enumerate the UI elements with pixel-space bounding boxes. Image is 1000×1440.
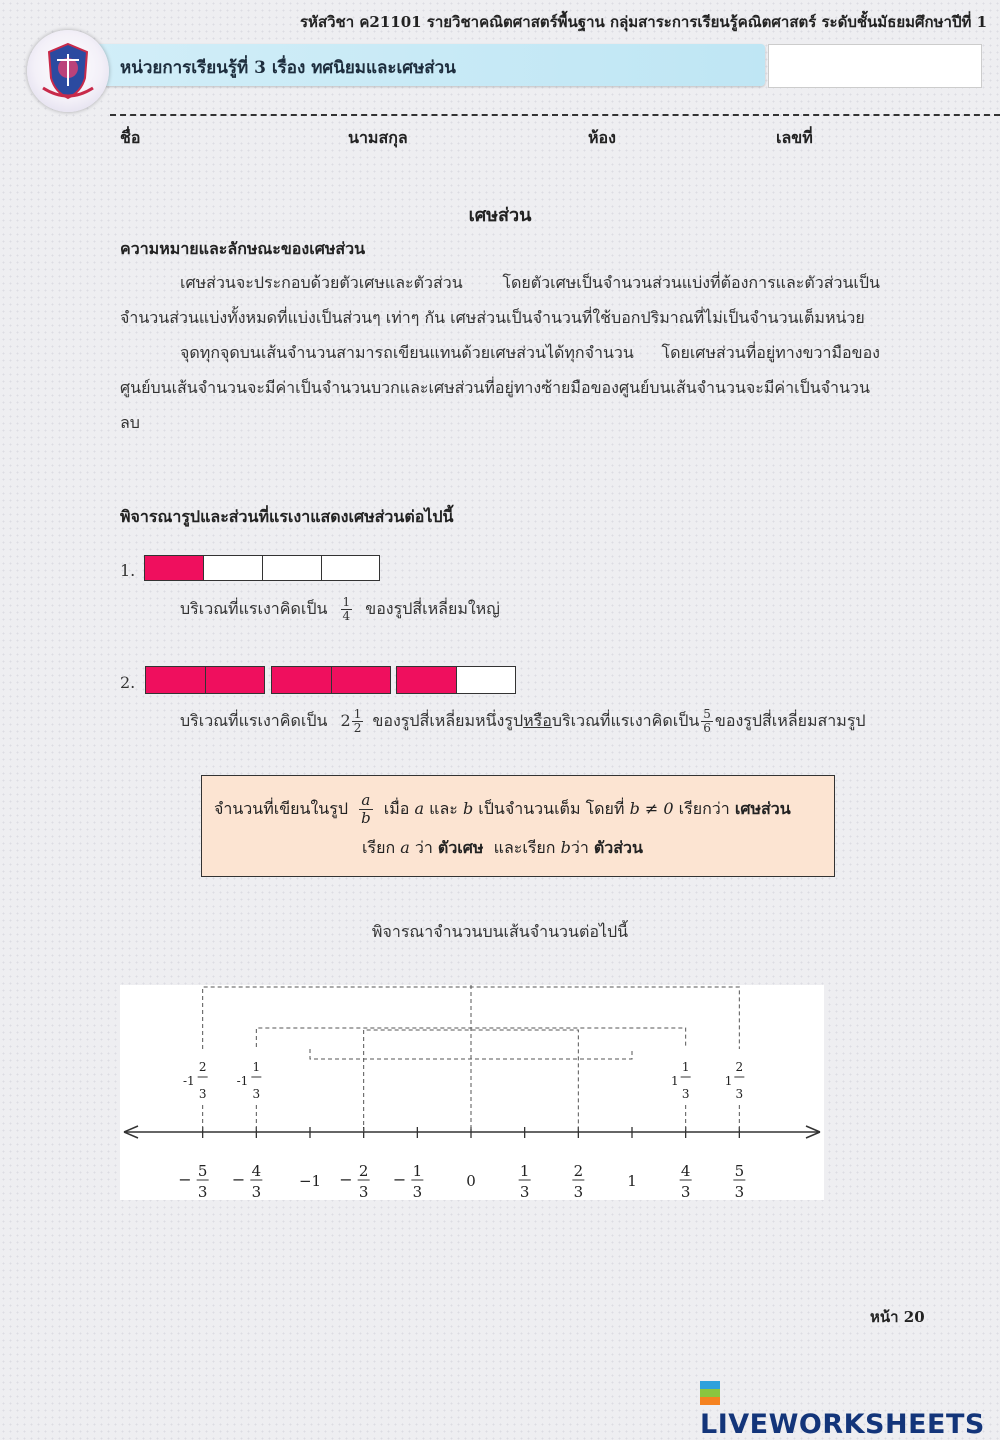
def-when: เมื่อ	[383, 799, 410, 818]
tick-label	[339, 1162, 369, 1200]
page-number: หน้า 20	[870, 1308, 925, 1326]
def-integers: เป็นจำนวนเต็ม โดยที่	[478, 799, 625, 818]
bar-cell-shaded	[144, 555, 204, 581]
bar-cell-shaded	[271, 666, 332, 694]
def-called: เรียกว่า	[678, 799, 730, 818]
minus-sign: −	[178, 1170, 192, 1189]
bar-cell	[321, 555, 380, 581]
bracket-line	[203, 987, 740, 1049]
bar-cell	[262, 555, 322, 581]
mixed-numerator: 2	[198, 1060, 207, 1074]
example-2-fraction-2	[701, 708, 713, 735]
tick-numerator: 4	[251, 1162, 262, 1180]
fraction-numerator: 1	[342, 595, 351, 609]
example-2-text-2: ของรูปสี่เหลี่ยมหนึ่งรูป	[372, 711, 524, 730]
example-2-bar-c	[396, 666, 516, 694]
def-and-call: และเรียก	[493, 838, 556, 857]
mixed-whole: -1	[182, 1074, 195, 1088]
page-title: เศษส่วน	[468, 205, 532, 226]
def-term-fraction: เศษส่วน	[734, 799, 791, 818]
definition-line-1	[214, 792, 791, 827]
tick-label	[232, 1162, 262, 1200]
example-2-bar-a	[145, 666, 265, 694]
example-1-number: 1.	[120, 561, 136, 580]
example-2-text-4: ของรูปสี่เหลี่ยมสามรูป	[714, 711, 866, 730]
tick-numerator: 2	[573, 1162, 584, 1180]
tick-label: 0	[466, 1172, 476, 1190]
consider-heading: พิจารณารูปและส่วนที่แรเงาแสดงเศษส่วนต่อไปนี้	[120, 507, 454, 526]
bar-cell	[203, 555, 263, 581]
def-var-a: a	[414, 799, 425, 818]
fraction-denominator: 4	[342, 609, 351, 623]
name-field-label: ชื่อ	[120, 128, 141, 147]
tick-denominator: 3	[197, 1183, 208, 1200]
fraction-denominator: 6	[703, 721, 711, 735]
mixed-numerator: 1	[681, 1060, 690, 1074]
paragraph-2: จุดทุกจุดบนเส้นจำนวนสามารถเขียนแทนด้วยเศษส่วนได้ทุกจำนวน โดยเศษส่วนที่อยู่ทางขวามือของศูนย์บนเส้นจำนวนจะมีค่าเป็นจำนวนบวกและเศษส่วนที่อยู่ทางซ้ายมือของศูนย์บนเส้นจำนวนจะมีค่าเป็นจำนวนลบ	[120, 343, 880, 432]
def-call: เรียก	[362, 838, 396, 857]
unit-title: หน่วยการเรียนรู้ที่ 3 เรื่อง ทศนิยมและเศษส่วน	[120, 58, 456, 78]
bracket-line	[364, 1030, 579, 1132]
tick-label: 1	[627, 1172, 637, 1190]
def-term-denominator: ตัวส่วน	[593, 838, 643, 857]
example-2-text	[180, 708, 866, 735]
bar-cell	[456, 666, 516, 694]
number-field-label: เลขที่	[776, 128, 813, 147]
numberline-svg	[120, 985, 824, 1200]
tick-label	[680, 1162, 692, 1200]
tick-label	[393, 1162, 423, 1200]
mixed-whole: 1	[724, 1074, 733, 1088]
bar-cell-shaded	[145, 666, 206, 694]
example-2-text-1: บริเวณที่แรเงาคิดเป็น	[180, 711, 328, 730]
tick-denominator: 3	[519, 1183, 530, 1200]
unit-banner	[60, 44, 765, 86]
tick-label	[519, 1162, 531, 1200]
example-2-text-3: บริเวณที่แรเงาคิดเป็น	[551, 711, 700, 730]
mixed-number-label	[183, 1060, 208, 1101]
example-1-text-before: บริเวณที่แรเงาคิดเป็น	[180, 599, 328, 618]
tick-denominator: 3	[251, 1183, 262, 1200]
def-term-numerator: ตัวเศษ	[437, 838, 484, 857]
mixed-number-label	[237, 1060, 262, 1101]
tick-numerator: 1	[412, 1162, 423, 1180]
fraction-denominator: 2	[353, 721, 362, 735]
definition-box	[201, 775, 835, 877]
tick-denominator: 3	[573, 1183, 584, 1200]
def-and: และ	[429, 799, 458, 818]
mixed-numerator: 1	[252, 1060, 261, 1074]
mixed-denominator: 3	[735, 1087, 744, 1101]
mixed-whole: 1	[671, 1074, 679, 1088]
bar-cell-shaded	[331, 666, 391, 694]
def-fraction	[359, 792, 373, 827]
tick-label	[178, 1162, 208, 1200]
mixed-whole: 2	[340, 711, 351, 730]
example-1-fraction	[341, 596, 353, 623]
fraction-numerator: a	[359, 792, 373, 810]
tick-denominator: 3	[358, 1183, 369, 1200]
example-1-text	[180, 596, 500, 623]
brand-text: LIVEWORKSHEETS	[700, 1409, 985, 1440]
surname-field-label: นามสกุล	[348, 128, 408, 147]
minus-sign: −	[339, 1170, 353, 1189]
numberline-caption: พิจารณาจำนวนบนเส้นจำนวนต่อไปนี้	[371, 922, 629, 941]
school-logo	[27, 30, 109, 112]
tick-label	[572, 1162, 584, 1200]
school-crest-icon	[27, 30, 109, 112]
definition-paragraph	[120, 265, 880, 440]
tick-numerator: 5	[197, 1162, 208, 1180]
definition-line-2	[362, 836, 643, 861]
minus-sign: −	[392, 1170, 407, 1189]
tick-label	[733, 1162, 745, 1200]
example-2-bar-b	[271, 666, 391, 694]
fraction-denominator: b	[361, 809, 371, 827]
mixed-number-label	[671, 1060, 691, 1101]
fraction-numerator: 1	[353, 707, 362, 721]
liveworksheets-brand	[700, 1378, 1000, 1440]
header-blank-box	[768, 44, 982, 88]
tick-numerator: 1	[519, 1162, 530, 1180]
numberline-figure	[120, 985, 824, 1200]
mixed-whole: -1	[236, 1074, 249, 1088]
def-as: ว่า	[414, 838, 433, 857]
example-2-number: 2.	[120, 673, 136, 692]
mixed-denominator: 3	[681, 1087, 690, 1101]
tick-numerator: 4	[680, 1162, 691, 1180]
mixed-denominator: 3	[252, 1087, 261, 1101]
def-var-b: b	[560, 838, 571, 857]
def-var-a: a	[400, 838, 410, 857]
tick-numerator: 5	[734, 1162, 745, 1180]
tick-numerator: 2	[358, 1162, 369, 1180]
bar-cell-shaded	[205, 666, 265, 694]
tick-denominator: 3	[734, 1183, 745, 1200]
or-word: หรือ	[523, 711, 552, 730]
example-2-fraction-1	[352, 708, 364, 735]
header-divider	[110, 114, 1000, 116]
course-info: รหัสวิชา ค21101 รายวิชาคณิตศาสตร์พื้นฐาน กลุ่มสาระการเรียนรู้คณิตศาสตร์ ระดับชั้นมัธยมศึกษาปีที่ 1	[300, 13, 988, 31]
liveworksheets-logo-icon	[700, 1381, 720, 1405]
tick-denominator: 3	[412, 1183, 423, 1200]
tick-label: −1	[298, 1172, 322, 1190]
mixed-number-label	[725, 1060, 745, 1101]
tick-denominator: 3	[680, 1183, 691, 1200]
def-as: ว่า	[570, 838, 589, 857]
paragraph-1: เศษส่วนจะประกอบด้วยตัวเศษและตัวส่วน โดยตัวเศษเป็นจำนวนส่วนแบ่งที่ต้องการและตัวส่วนเป็นจำนวนส่วนแบ่งทั้งหมดที่แบ่งเป็นส่วนๆ เท่าๆ กัน เศษส่วนเป็นจำนวนที่ใช้บอกปริมาณที่ไม่เป็นจำนวนเต็มหน่วย	[120, 273, 880, 327]
mixed-numerator: 2	[735, 1060, 744, 1074]
example-1-bar	[144, 555, 380, 583]
room-field-label: ห้อง	[588, 128, 616, 147]
section-heading: ความหมายและลักษณะของเศษส่วน	[120, 239, 366, 258]
minus-sign: −	[231, 1170, 246, 1189]
example-1-text-after: ของรูปสี่เหลี่ยมใหญ่	[365, 599, 500, 618]
def-var-b: b	[462, 799, 474, 818]
def-condition: b ≠ 0	[629, 799, 674, 818]
bar-cell-shaded	[396, 666, 457, 694]
def-prefix: จำนวนที่เขียนในรูป	[214, 799, 348, 818]
fraction-numerator: 5	[703, 707, 711, 721]
mixed-denominator: 3	[198, 1087, 207, 1101]
